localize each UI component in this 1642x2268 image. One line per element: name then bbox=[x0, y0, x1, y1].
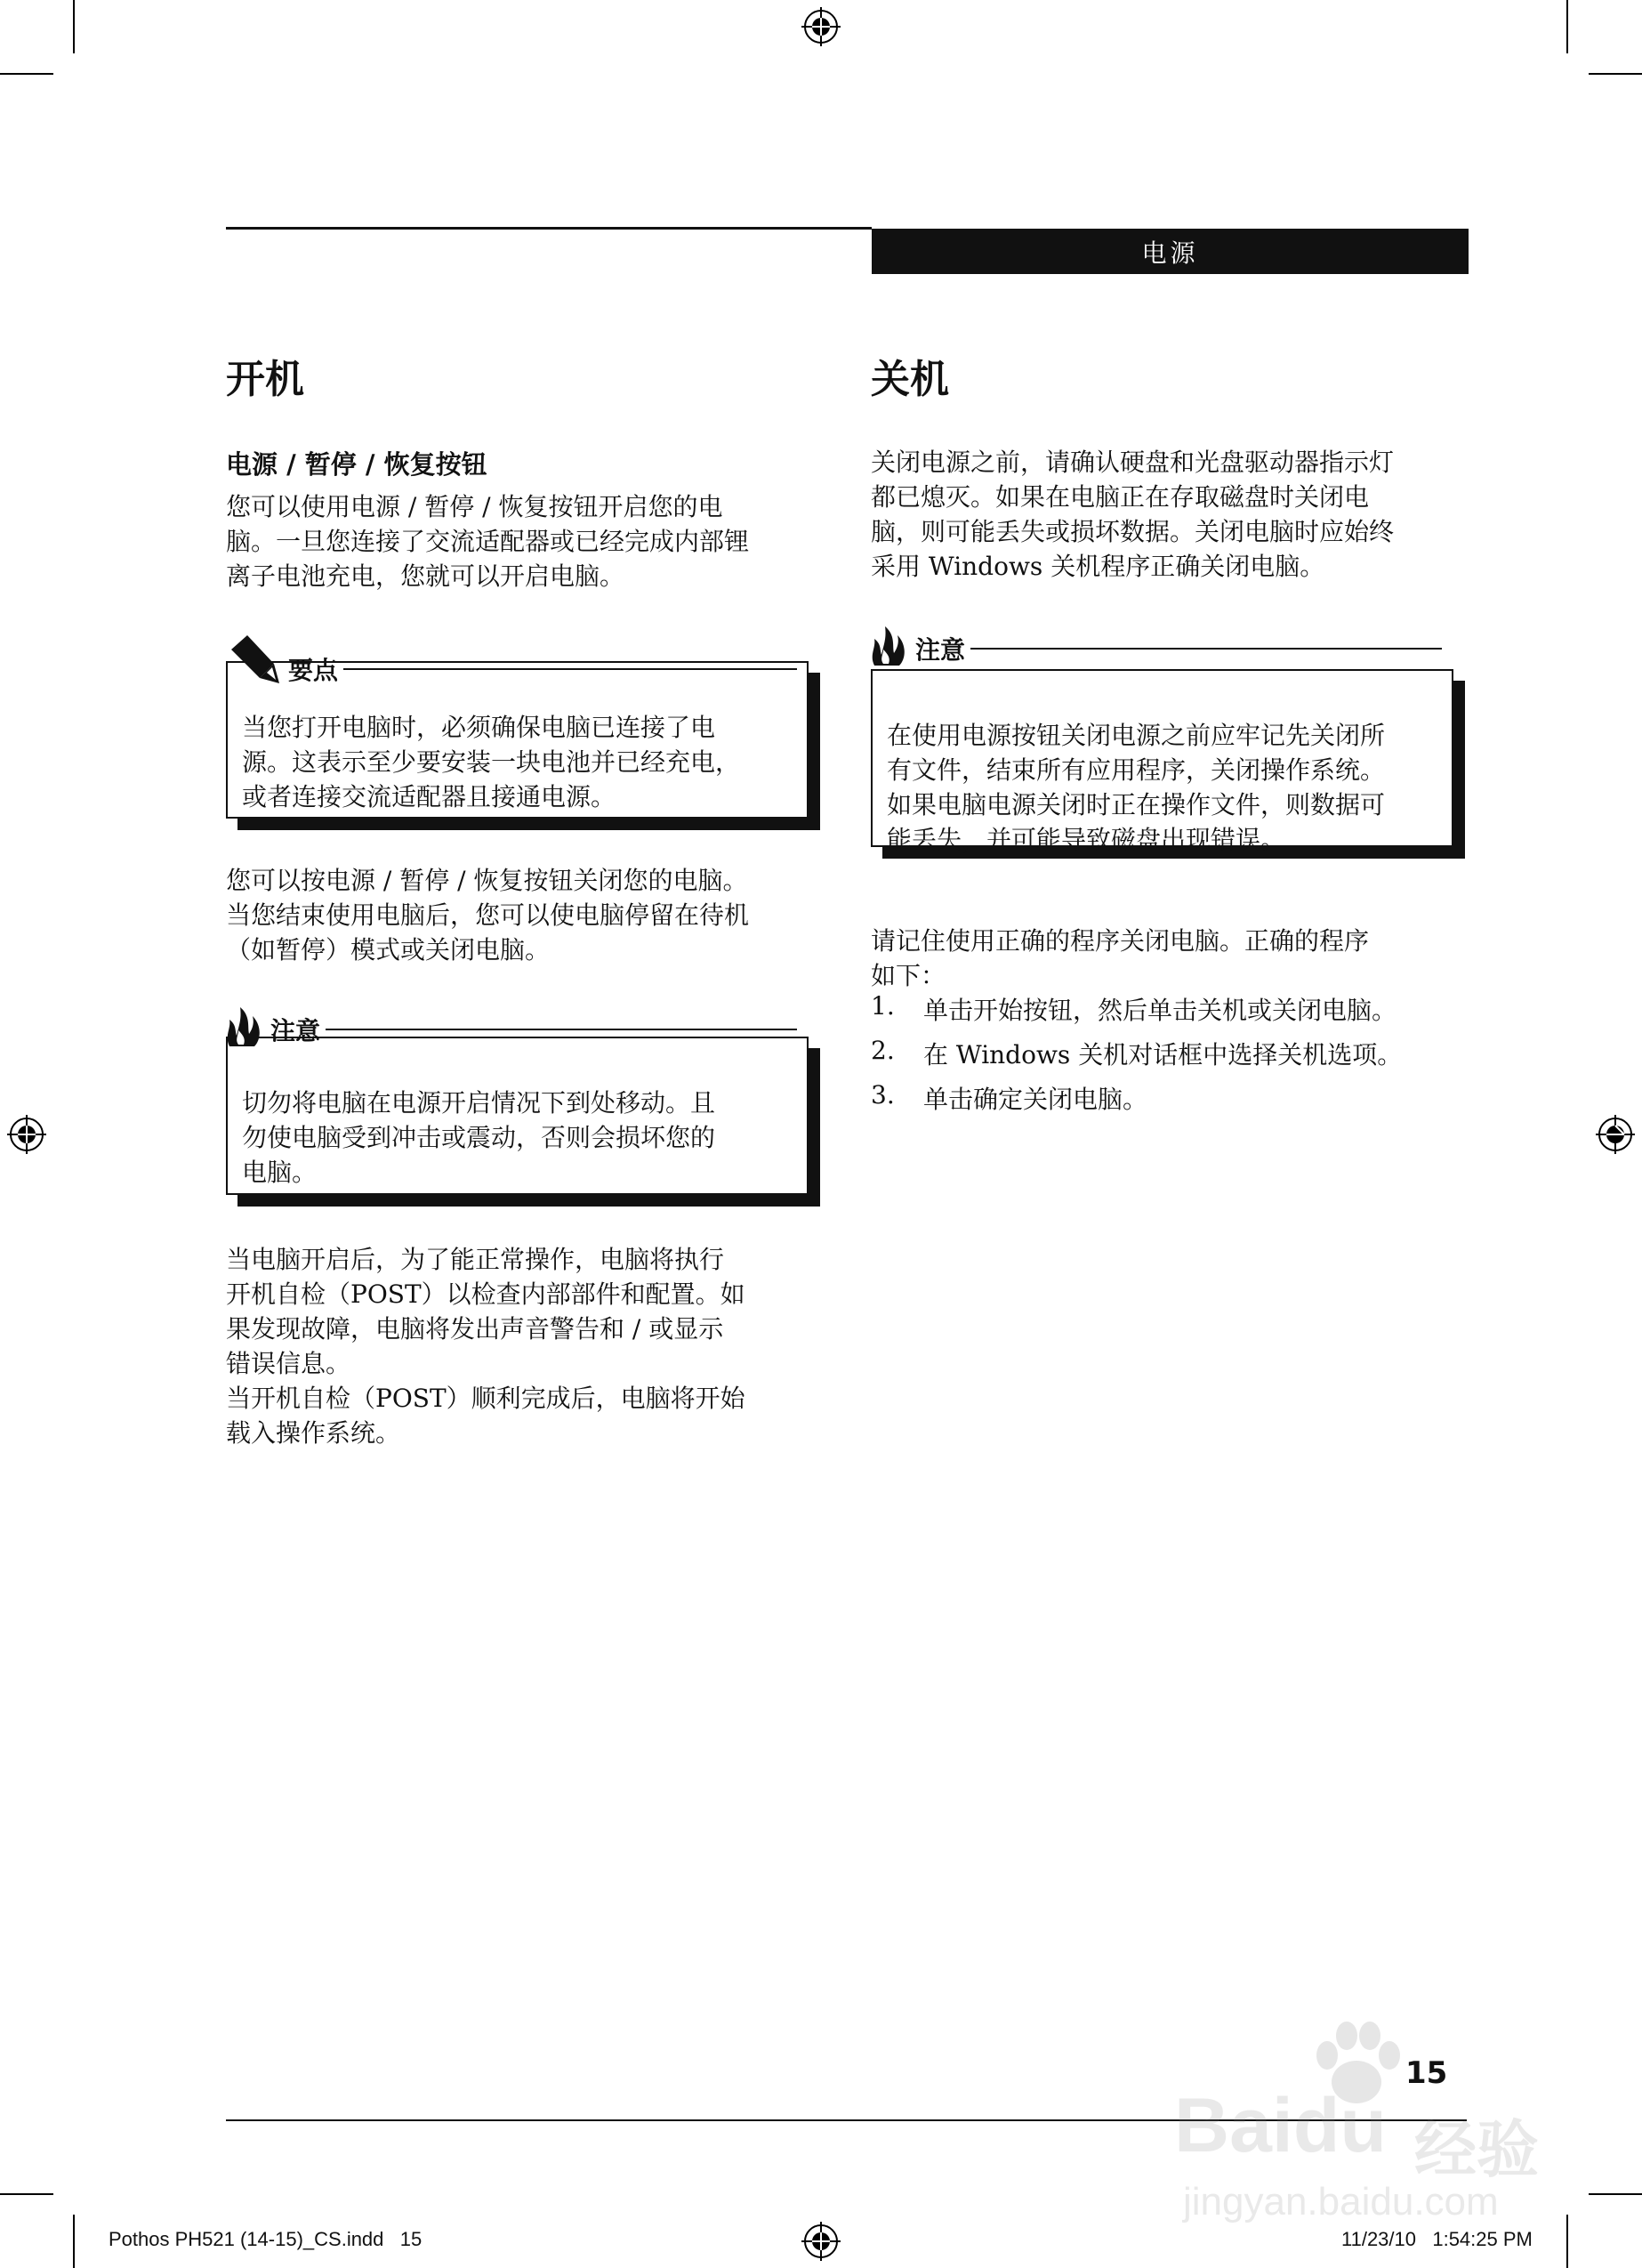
right-title: 关机 bbox=[871, 357, 949, 402]
note-label: 要点 bbox=[288, 656, 339, 685]
slug-timestamp: 11/23/10 1:54:25 PM bbox=[1341, 2228, 1533, 2250]
crop-mark bbox=[1566, 0, 1568, 53]
note-text: 当您打开电脑时，必须确保电脑已连接了电 源。这表示至少要安装一块电池并已经充电， 或者连接交流适配器且接通电源。 bbox=[242, 713, 741, 811]
registration-mark-icon bbox=[1596, 1115, 1635, 1154]
note-header-line bbox=[970, 648, 1442, 650]
left-paragraph-1: 您可以使用电源 / 暂停 / 恢复按钮开启您的电 脑。一旦您连接了交流适配器或已经完成内部锂 离子电池充电，您就可以开启电脑。 bbox=[226, 492, 750, 591]
list-item-number: 3. bbox=[871, 1080, 895, 1110]
note-text: 在使用电源按钮关闭电源之前应牢记先关闭所 有文件，结束所有应用程序，关闭操作系统。 如果电脑电源关闭时正在操作文件，则数据可 能丢失，并可能导致磁盘出现错误。 bbox=[887, 721, 1386, 854]
watermark-brand: Baidu bbox=[1174, 2083, 1387, 2168]
list-item-number: 2. bbox=[871, 1036, 895, 1065]
registration-mark-icon bbox=[801, 7, 841, 46]
left-subtitle: 电源 / 暂停 / 恢复按钮 bbox=[226, 449, 487, 480]
crop-mark bbox=[73, 2215, 75, 2268]
right-paragraph-2: 请记住使用正确的程序关闭电脑。正确的程序 如下： bbox=[871, 926, 1370, 990]
note-header-line bbox=[343, 668, 797, 670]
left-paragraph-2: 您可以按电源 / 暂停 / 恢复按钮关闭您的电脑。 当您结束使用电脑后，您可以使电脑停留在待机 （如暂停）模式或关闭电脑。 bbox=[226, 866, 750, 965]
right-note-caution bbox=[871, 669, 1453, 854]
list-item-number: 1. bbox=[871, 991, 895, 1021]
crop-mark bbox=[0, 73, 53, 75]
page-number: 15 bbox=[1405, 2055, 1448, 2091]
note-header bbox=[222, 1004, 797, 1048]
watermark-cn: 经验 bbox=[1414, 2115, 1539, 2184]
flame-icon bbox=[222, 1004, 265, 1048]
note-label: 注意 bbox=[270, 1016, 321, 1045]
right-paragraph-1: 关闭电源之前，请确认硬盘和光盘驱动器指示灯 都已熄灭。如果在电脑正在存取磁盘时关闭电 脑，则可能丢失或损坏数据。关闭电脑时应始终 采用 Windows 关机程序正确关闭电脑。 bbox=[871, 448, 1395, 581]
note-header bbox=[226, 630, 797, 687]
left-title: 开机 bbox=[226, 357, 304, 402]
note-text: 切勿将电脑在电源开启情况下到处移动。且 勿使电脑受到冲击或震动，否则会损坏您的 电脑。 bbox=[242, 1088, 716, 1187]
crop-mark bbox=[1589, 73, 1642, 75]
watermark-url: jingyan.baidu.com bbox=[1183, 2180, 1499, 2224]
flame-icon bbox=[867, 623, 910, 667]
note-label: 注意 bbox=[915, 635, 966, 665]
crop-mark bbox=[1589, 2193, 1642, 2195]
list-item: 单击开始按钮，然后单击关机或关闭电脑。 bbox=[923, 996, 1397, 1025]
list-item: 单击确定关闭电脑。 bbox=[923, 1085, 1148, 1114]
crop-mark bbox=[0, 2193, 53, 2195]
crop-mark bbox=[73, 0, 75, 53]
baidu-watermark bbox=[1174, 2020, 1548, 2224]
list-item: 在 Windows 关机对话框中选择关机选项。 bbox=[923, 1040, 1403, 1069]
left-paragraph-3: 当电脑开启后，为了能正常操作，电脑将执行 开机自检（POST）以检查内部部件和配置。如 果发现故障，电脑将发出声音警告和 / 或显示 错误信息。 当开机自检（POST）顺利完成后，电脑将开始 载入操作系统。 bbox=[226, 1245, 745, 1448]
registration-mark-icon bbox=[801, 2222, 841, 2261]
crop-mark bbox=[1566, 2215, 1568, 2268]
slug-filename: Pothos PH521 (14-15)_CS.indd 15 bbox=[109, 2228, 423, 2250]
left-note-caution bbox=[226, 1037, 809, 1195]
registration-mark-icon bbox=[7, 1115, 46, 1154]
note-header-line bbox=[326, 1029, 797, 1030]
section-header: 电源 bbox=[872, 229, 1469, 274]
note-header bbox=[867, 623, 1442, 667]
pencil-icon bbox=[226, 632, 283, 685]
header-rule bbox=[226, 227, 872, 230]
